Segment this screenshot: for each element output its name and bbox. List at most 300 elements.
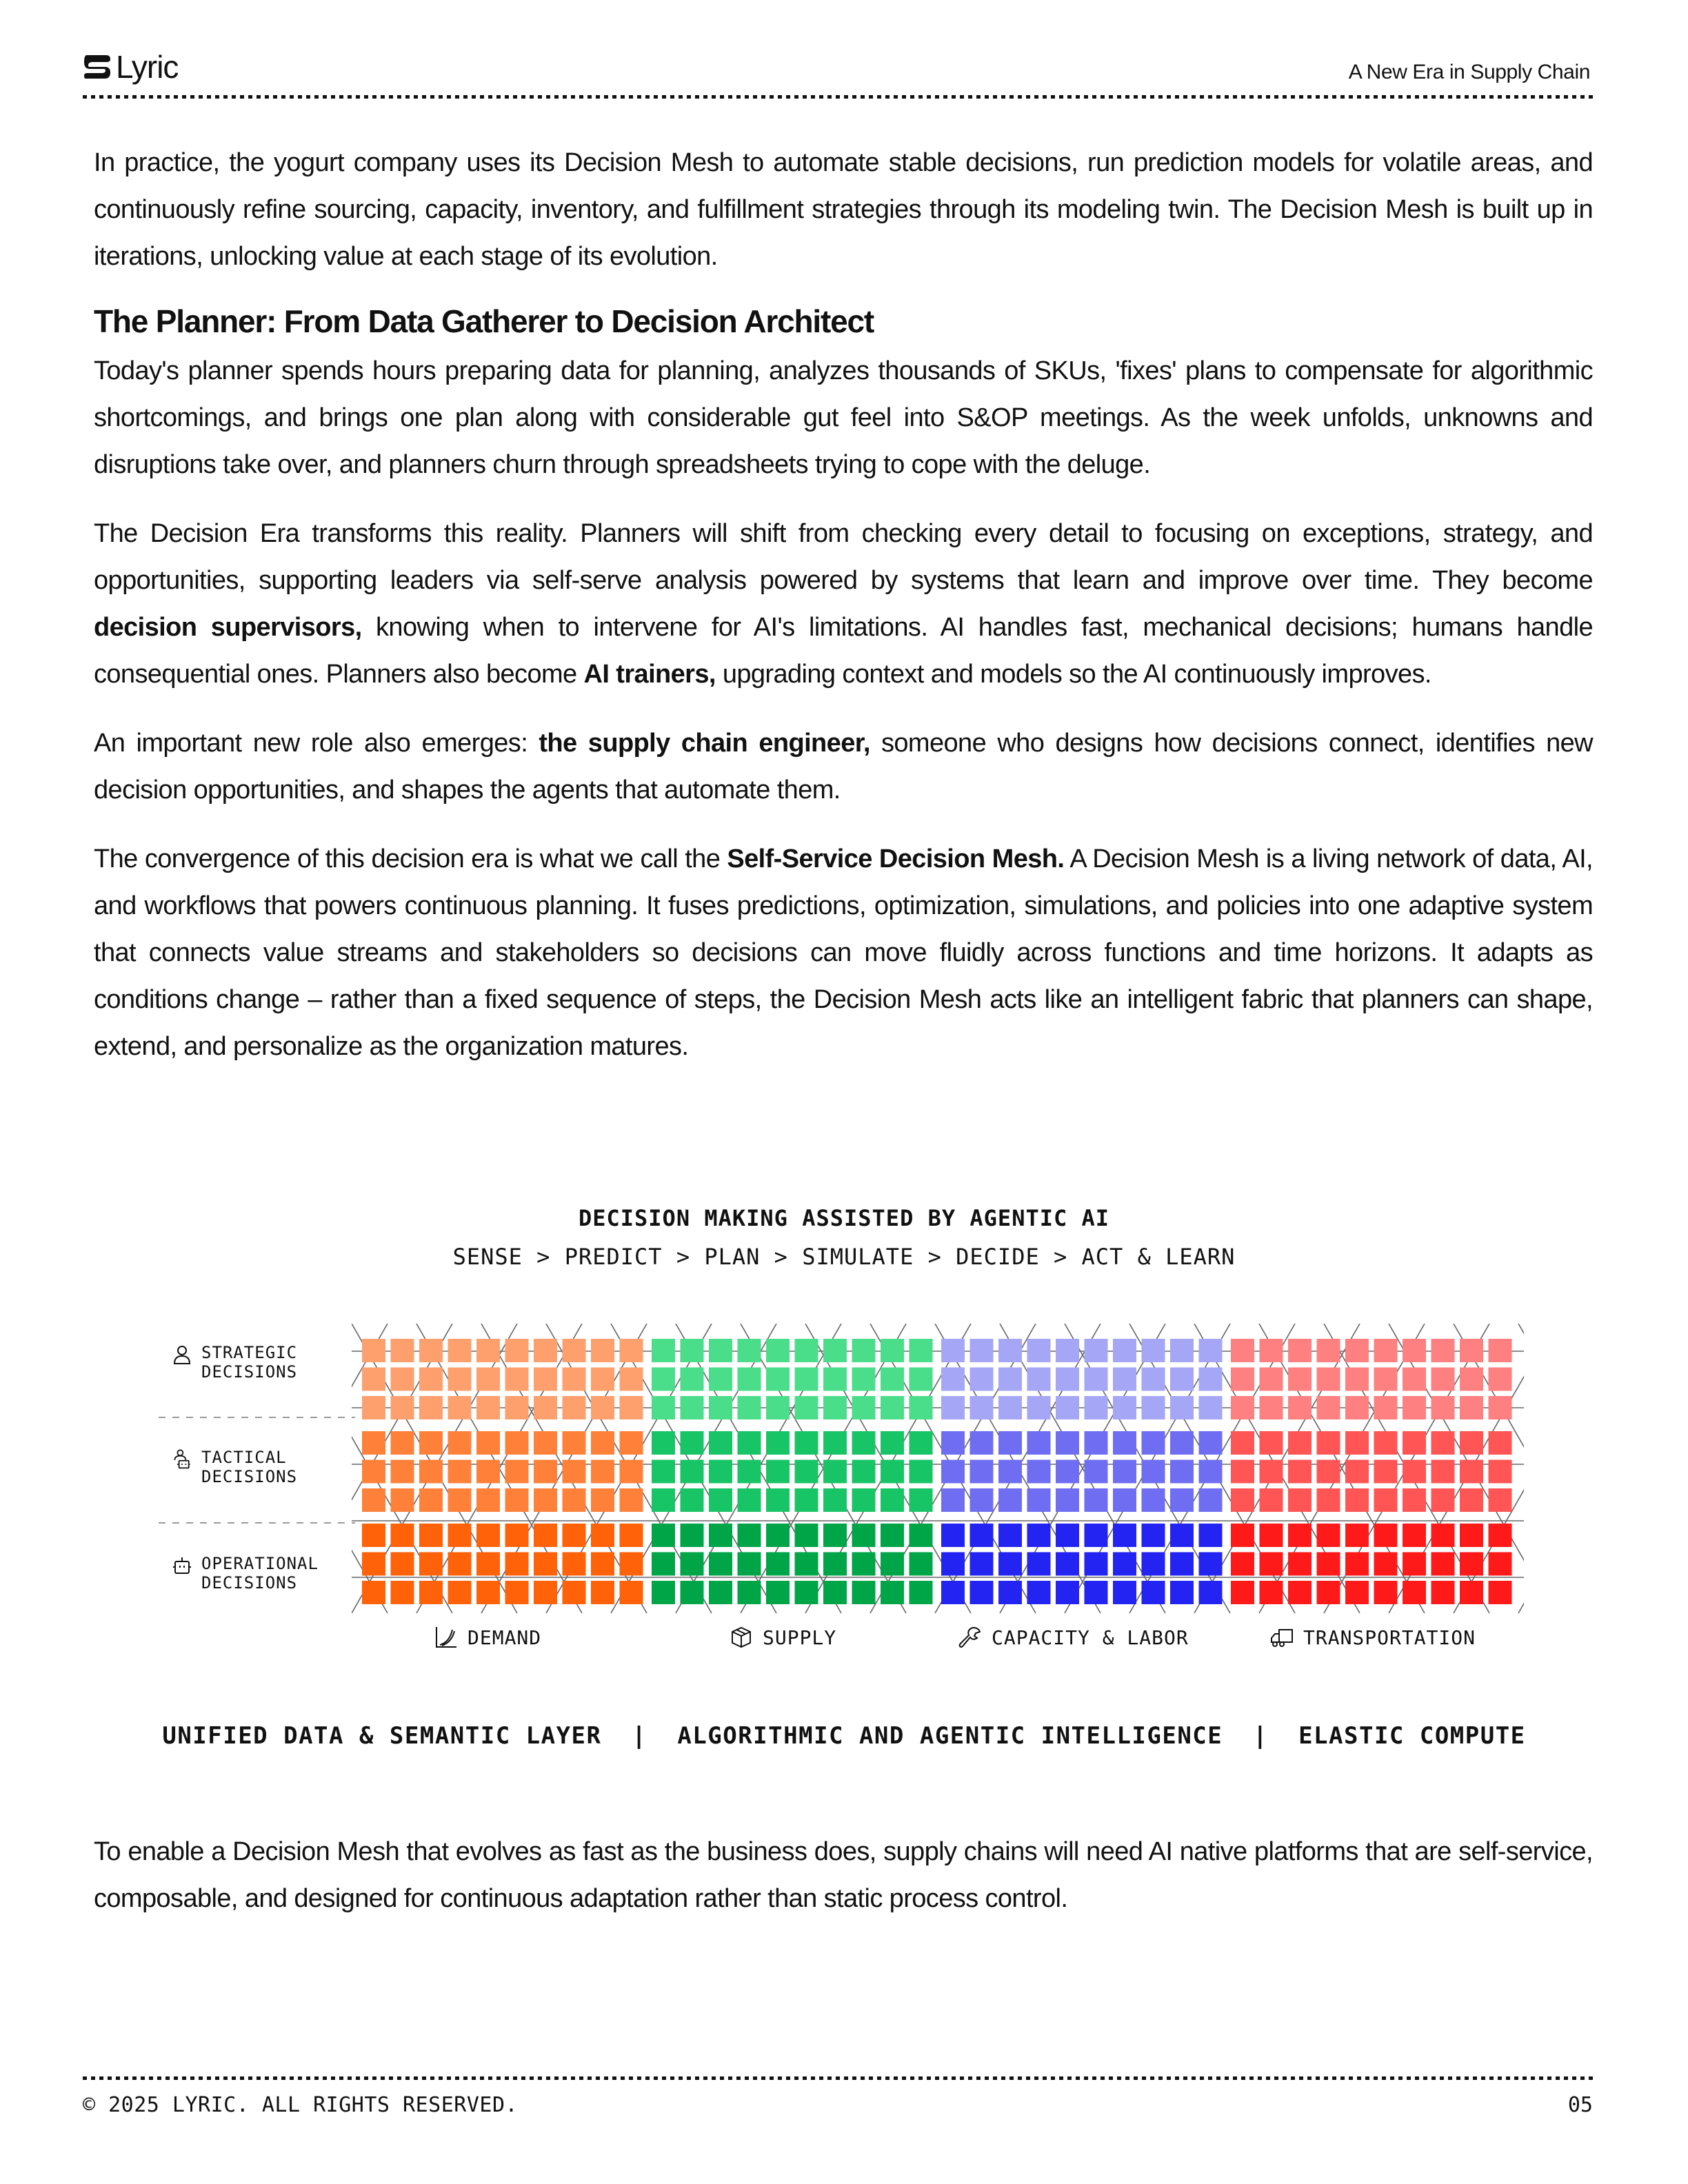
mesh-cell xyxy=(1288,1396,1312,1419)
mesh-cell xyxy=(1403,1396,1426,1419)
mesh-cell xyxy=(391,1524,414,1547)
row-separator xyxy=(159,1522,355,1524)
person-icon xyxy=(172,1344,192,1365)
mesh-cell xyxy=(1056,1339,1079,1362)
mesh-cell xyxy=(1170,1460,1194,1484)
mesh-cell xyxy=(1056,1581,1079,1604)
category-label: DEMAND xyxy=(468,1626,542,1649)
mesh-cell xyxy=(1113,1524,1136,1547)
mesh-cell xyxy=(534,1488,557,1512)
truck-icon xyxy=(1270,1626,1294,1649)
intro-paragraph: In practice, the yogurt company uses its Decision Mesh to automate stable decisions, run prediction models for volatile areas, and continuously refine sourcing, capacity, inventory, and fulfillment strategies through its modeling twin. The Decision Mesh is built up in iterations, unlocking value at each stage of its evolution. xyxy=(94,148,1593,271)
mesh-cell xyxy=(1170,1368,1194,1391)
mesh-cell xyxy=(795,1431,818,1455)
mesh-cell xyxy=(1489,1368,1512,1391)
category-capacity-labor xyxy=(958,1626,1189,1649)
planner-paragraph-2 xyxy=(94,510,1593,698)
mesh-cell xyxy=(1142,1396,1165,1419)
mesh-cell xyxy=(681,1368,704,1391)
mesh-cell xyxy=(1113,1368,1136,1391)
mesh-cell xyxy=(766,1553,790,1576)
mesh-cell xyxy=(1027,1581,1051,1604)
mesh-cell xyxy=(1231,1524,1254,1547)
mesh-cell xyxy=(1374,1431,1398,1455)
mesh-cell xyxy=(738,1524,761,1547)
mesh-cell xyxy=(998,1524,1022,1547)
row-label-line: DECISIONS xyxy=(201,1573,298,1593)
mesh-cell xyxy=(362,1553,385,1576)
mesh-cell xyxy=(1431,1339,1455,1362)
mesh-cell xyxy=(1288,1460,1312,1484)
footer-divider xyxy=(83,2076,1593,2080)
mesh-cell xyxy=(591,1460,614,1484)
mesh-cell xyxy=(652,1488,675,1512)
mesh-cell xyxy=(591,1339,614,1362)
mesh-cell xyxy=(1231,1488,1254,1512)
mesh-cell xyxy=(1317,1460,1340,1484)
mesh-cell xyxy=(1288,1581,1312,1604)
mesh-cell xyxy=(738,1368,761,1391)
planner-paragraph-4 xyxy=(94,836,1593,1070)
mesh-cell xyxy=(766,1339,790,1362)
row-label-tactical xyxy=(172,1448,297,1486)
mesh-cell xyxy=(738,1431,761,1455)
mesh-cell xyxy=(1374,1524,1398,1547)
mesh-cell xyxy=(1403,1524,1426,1547)
row-label-line: TACTICAL xyxy=(201,1448,287,1467)
mesh-cell xyxy=(534,1431,557,1455)
mesh-cell xyxy=(738,1460,761,1484)
mesh-cell xyxy=(419,1524,443,1547)
row-separator xyxy=(159,1417,355,1418)
mesh-cell xyxy=(1142,1460,1165,1484)
mesh-cell xyxy=(505,1431,529,1455)
mesh-cell xyxy=(652,1396,675,1419)
mesh-cell xyxy=(1431,1581,1455,1604)
mesh-cell xyxy=(1056,1488,1079,1512)
mesh-cell xyxy=(1142,1553,1165,1576)
box-icon xyxy=(730,1626,753,1649)
text-span: upgrading context and models so the AI continuously improves. xyxy=(715,660,1431,689)
mesh-cell xyxy=(591,1396,614,1419)
mesh-cell xyxy=(1170,1581,1194,1604)
mesh-cell xyxy=(591,1488,614,1512)
mesh-cell xyxy=(476,1524,500,1547)
mesh-cell xyxy=(681,1553,704,1576)
brand-logo xyxy=(83,51,178,83)
mesh-cell xyxy=(823,1553,847,1576)
lyric-logo-icon xyxy=(83,52,112,81)
mesh-cell xyxy=(1113,1431,1136,1455)
mesh-cell xyxy=(419,1396,443,1419)
mesh-cell xyxy=(391,1368,414,1391)
mesh-cell xyxy=(1231,1339,1254,1362)
mesh-cell xyxy=(1345,1488,1369,1512)
mesh-cell xyxy=(1288,1553,1312,1576)
mesh-cell xyxy=(910,1396,933,1419)
mesh-cell xyxy=(1260,1431,1283,1455)
mesh-cell xyxy=(1199,1368,1223,1391)
mesh-cell xyxy=(1403,1460,1426,1484)
mesh-cell xyxy=(881,1524,904,1547)
mesh-cell xyxy=(476,1488,500,1512)
mesh-cell xyxy=(563,1396,586,1419)
mesh-cell xyxy=(1489,1431,1512,1455)
mesh-cell xyxy=(1142,1488,1165,1512)
mesh-cell xyxy=(448,1460,472,1484)
mesh-cell xyxy=(1170,1524,1194,1547)
mesh-cell xyxy=(505,1368,529,1391)
mesh-cell xyxy=(1027,1460,1051,1484)
mesh-cell xyxy=(881,1581,904,1604)
mesh-cell xyxy=(1085,1339,1108,1362)
category-transportation xyxy=(1270,1626,1476,1649)
mesh-cell xyxy=(391,1553,414,1576)
mesh-cell xyxy=(1199,1581,1223,1604)
mesh-cell xyxy=(1085,1488,1108,1512)
mesh-cell xyxy=(998,1339,1022,1362)
mesh-cell xyxy=(1460,1339,1483,1362)
mesh-cell xyxy=(1317,1368,1340,1391)
row-label-line: DECISIONS xyxy=(201,1362,298,1382)
mesh-cell xyxy=(563,1553,586,1576)
mesh-cell xyxy=(709,1368,732,1391)
mesh-cell xyxy=(1231,1460,1254,1484)
mesh-cell xyxy=(823,1368,847,1391)
mesh-cell xyxy=(1345,1339,1369,1362)
mesh-cell xyxy=(1345,1524,1369,1547)
mesh-cell xyxy=(970,1396,994,1419)
chart-curve-icon xyxy=(434,1626,458,1649)
mesh-cell xyxy=(681,1460,704,1484)
mesh-cell xyxy=(795,1368,818,1391)
mesh-cell xyxy=(362,1431,385,1455)
person-robot-icon xyxy=(172,1449,192,1470)
mesh-cell xyxy=(534,1553,557,1576)
mesh-cell xyxy=(1113,1339,1136,1362)
mesh-cell xyxy=(910,1431,933,1455)
mesh-cell xyxy=(1199,1339,1223,1362)
mesh-cell xyxy=(1056,1431,1079,1455)
mesh-cell xyxy=(910,1524,933,1547)
emphasis-ai-trainers: AI trainers, xyxy=(583,660,716,689)
mesh-cell xyxy=(1199,1396,1223,1419)
mesh-cell xyxy=(591,1431,614,1455)
row-label-line: OPERATIONAL xyxy=(201,1554,319,1573)
mesh-cell xyxy=(1260,1488,1283,1512)
mesh-cell xyxy=(1431,1524,1455,1547)
mesh-cell xyxy=(795,1553,818,1576)
mesh-cell xyxy=(766,1368,790,1391)
mesh-cell xyxy=(1027,1488,1051,1512)
mesh-cell xyxy=(1056,1524,1079,1547)
mesh-cell xyxy=(534,1368,557,1391)
mesh-cell xyxy=(448,1431,472,1455)
mesh-cell xyxy=(1142,1339,1165,1362)
mesh-cell xyxy=(652,1524,675,1547)
mesh-cell xyxy=(998,1396,1022,1419)
robot-icon xyxy=(172,1555,192,1576)
mesh-cell xyxy=(1231,1581,1254,1604)
mesh-cell xyxy=(534,1581,557,1604)
mesh-cell xyxy=(910,1339,933,1362)
mesh-cell xyxy=(1085,1524,1108,1547)
mesh-cell xyxy=(941,1431,965,1455)
mesh-cell xyxy=(1317,1488,1340,1512)
mesh-cell xyxy=(1403,1488,1426,1512)
emphasis-decision-supervisors: decision supervisors, xyxy=(94,613,362,642)
mesh-cell xyxy=(738,1581,761,1604)
mesh-cell xyxy=(620,1368,643,1391)
mesh-cell xyxy=(795,1524,818,1547)
mesh-cell xyxy=(620,1524,643,1547)
mesh-cell xyxy=(823,1460,847,1484)
mesh-cell xyxy=(681,1524,704,1547)
mesh-cell xyxy=(910,1553,933,1576)
mesh-cell xyxy=(998,1581,1022,1604)
mesh-cell xyxy=(1317,1339,1340,1362)
mesh-cell xyxy=(391,1488,414,1512)
mesh-cell xyxy=(1260,1339,1283,1362)
mesh-cell xyxy=(1489,1524,1512,1547)
mesh-cell xyxy=(1288,1339,1312,1362)
mesh-cell xyxy=(476,1339,500,1362)
diagram-title: DECISION MAKING ASSISTED BY AGENTIC AI xyxy=(578,1205,1110,1231)
mesh-cell xyxy=(1374,1581,1398,1604)
mesh-cell xyxy=(795,1581,818,1604)
mesh-cell xyxy=(998,1431,1022,1455)
mesh-cell xyxy=(1374,1460,1398,1484)
mesh-cell xyxy=(681,1488,704,1512)
mesh-cell xyxy=(1056,1368,1079,1391)
mesh-cell xyxy=(1027,1339,1051,1362)
mesh-cell xyxy=(1431,1396,1455,1419)
row-label-line: STRATEGIC xyxy=(201,1343,298,1362)
mesh-cell xyxy=(1170,1488,1194,1512)
mesh-cell xyxy=(852,1553,876,1576)
mesh-cell xyxy=(448,1396,472,1419)
copyright-text: © 2025 LYRIC. ALL RIGHTS RESERVED. xyxy=(83,2093,519,2117)
mesh-cell xyxy=(881,1339,904,1362)
mesh-cell xyxy=(941,1368,965,1391)
mesh-cell xyxy=(738,1339,761,1362)
mesh-cell xyxy=(1431,1553,1455,1576)
mesh-cell xyxy=(1056,1460,1079,1484)
mesh-cell xyxy=(1142,1524,1165,1547)
mesh-cell xyxy=(419,1460,443,1484)
mesh-cell xyxy=(652,1339,675,1362)
mesh-cell xyxy=(391,1396,414,1419)
mesh-cell xyxy=(1142,1431,1165,1455)
mesh-cell xyxy=(823,1524,847,1547)
mesh-cell xyxy=(910,1368,933,1391)
mesh-cell xyxy=(881,1396,904,1419)
diagram-subtitle: SENSE > PREDICT > PLAN > SIMULATE > DECIDE > ACT & LEARN xyxy=(452,1244,1236,1270)
mesh-cell xyxy=(1260,1368,1283,1391)
mesh-cell xyxy=(1288,1431,1312,1455)
mesh-cell xyxy=(591,1368,614,1391)
mesh-cell xyxy=(1113,1581,1136,1604)
mesh-cell xyxy=(941,1488,965,1512)
brand-name: Lyric xyxy=(116,49,179,85)
mesh-cell xyxy=(563,1524,586,1547)
mesh-cell xyxy=(1288,1524,1312,1547)
mesh-cell xyxy=(910,1488,933,1512)
mesh-cell xyxy=(1460,1431,1483,1455)
mesh-cell xyxy=(563,1368,586,1391)
mesh-cell xyxy=(1260,1396,1283,1419)
mesh-cell xyxy=(652,1431,675,1455)
mesh-cell xyxy=(998,1368,1022,1391)
mesh-cell xyxy=(419,1339,443,1362)
mesh-cell xyxy=(591,1553,614,1576)
closing-content xyxy=(94,1828,1593,1944)
mesh-cell xyxy=(1489,1581,1512,1604)
row-label-strategic xyxy=(172,1343,297,1382)
mesh-cell xyxy=(1403,1553,1426,1576)
mesh-cell xyxy=(1345,1431,1369,1455)
mesh-cell xyxy=(1170,1339,1194,1362)
mesh-cell xyxy=(1374,1339,1398,1362)
mesh-cell xyxy=(709,1460,732,1484)
mesh-cell xyxy=(881,1488,904,1512)
mesh-cell xyxy=(1374,1488,1398,1512)
mesh-cell xyxy=(910,1581,933,1604)
mesh-cell xyxy=(1113,1396,1136,1419)
mesh-cell xyxy=(620,1488,643,1512)
mesh-cell xyxy=(419,1553,443,1576)
mesh-cell xyxy=(1085,1368,1108,1391)
mesh-cell xyxy=(766,1460,790,1484)
mesh-cell xyxy=(1288,1488,1312,1512)
mesh-cell xyxy=(476,1368,500,1391)
mesh-cell xyxy=(1403,1339,1426,1362)
mesh-cell xyxy=(476,1431,500,1455)
mesh-cell xyxy=(591,1581,614,1604)
text-span: The Decision Era transforms this reality. Planners will shift from checking every detail to focusing on exceptions, strategy, and opportunities, supporting leaders via self-serve analysis powered by systems that learn and improve over time. They become xyxy=(94,519,1593,595)
mesh-cell xyxy=(738,1488,761,1512)
mesh-cell xyxy=(852,1524,876,1547)
mesh-cell xyxy=(1170,1553,1194,1576)
mesh-cell xyxy=(709,1524,732,1547)
mesh-cell xyxy=(881,1431,904,1455)
mesh-cell xyxy=(709,1581,732,1604)
mesh-cell xyxy=(1345,1460,1369,1484)
mesh-cell xyxy=(505,1524,529,1547)
mesh-cell xyxy=(448,1524,472,1547)
mesh-cell xyxy=(852,1339,876,1362)
mesh-cell xyxy=(1056,1396,1079,1419)
closing-paragraph: To enable a Decision Mesh that evolves as fast as the business does, supply chains will need AI native platforms that are self-service, composable, and designed for continuous adaptation rather than static process control. xyxy=(94,1837,1593,1913)
mesh-cell xyxy=(1460,1396,1483,1419)
page-number: 05 xyxy=(1567,2093,1593,2117)
mesh-cell xyxy=(534,1460,557,1484)
mesh-cell xyxy=(1260,1553,1283,1576)
mesh-cell xyxy=(852,1396,876,1419)
text-span: knowing when to intervene for AI's limitations. AI handles fast, mechanical decisions; humans handle consequential ones. Planners also become xyxy=(94,613,1593,689)
mesh-cell xyxy=(391,1460,414,1484)
mesh-cell xyxy=(419,1581,443,1604)
planner-paragraph-1: Today's planner spends hours preparing data for planning, analyzes thousands of SKUs, 'fixes' plans to compensate for algorithmic shortcomings, and brings one plan along with considerable gut feel into S&OP meetings. As the week unfolds, unknowns and disruptions take over, and planners churn through spreadsheets trying to cope with the deluge. xyxy=(94,356,1593,479)
mesh-cell xyxy=(970,1460,994,1484)
mesh-cell xyxy=(563,1460,586,1484)
mesh-cell xyxy=(1260,1581,1283,1604)
mesh-cell xyxy=(910,1460,933,1484)
mesh-cell xyxy=(998,1460,1022,1484)
document-title: A New Era in Supply Chain xyxy=(1348,61,1590,83)
mesh-cell xyxy=(620,1431,643,1455)
mesh-cell xyxy=(1142,1581,1165,1604)
mesh-cell xyxy=(998,1553,1022,1576)
mesh-cell xyxy=(1489,1339,1512,1362)
mesh-cell xyxy=(505,1396,529,1419)
platform-layers: UNIFIED DATA & SEMANTIC LAYER | ALGORITHMIC AND AGENTIC INTELLIGENCE | ELASTIC COMPUTE xyxy=(162,1722,1526,1750)
mesh-cell xyxy=(1403,1581,1426,1604)
mesh-cell xyxy=(391,1339,414,1362)
mesh-cell xyxy=(1027,1368,1051,1391)
mesh-cell xyxy=(823,1488,847,1512)
mesh-cell xyxy=(1460,1460,1483,1484)
mesh-cell xyxy=(652,1581,675,1604)
mesh-cell xyxy=(620,1460,643,1484)
mesh-cell xyxy=(738,1553,761,1576)
mesh-cell xyxy=(391,1431,414,1455)
mesh-cell xyxy=(563,1431,586,1455)
mesh-cell xyxy=(505,1460,529,1484)
mesh-cell xyxy=(563,1488,586,1512)
mesh-cell xyxy=(534,1396,557,1419)
mesh-cell xyxy=(681,1396,704,1419)
mesh-cell xyxy=(1374,1553,1398,1576)
mesh-cell xyxy=(448,1339,472,1362)
mesh-cell xyxy=(1056,1553,1079,1576)
mesh-cell xyxy=(1260,1524,1283,1547)
mesh-cell xyxy=(1460,1368,1483,1391)
mesh-cell xyxy=(852,1581,876,1604)
mesh-cell xyxy=(563,1581,586,1604)
mesh-cell xyxy=(941,1339,965,1362)
mesh-cell xyxy=(709,1431,732,1455)
mesh-cell xyxy=(362,1581,385,1604)
mesh-cell xyxy=(534,1524,557,1547)
mesh-cell xyxy=(1374,1368,1398,1391)
mesh-cell xyxy=(476,1460,500,1484)
mesh-cell xyxy=(795,1339,818,1362)
mesh-cell xyxy=(941,1581,965,1604)
mesh-cell xyxy=(1403,1431,1426,1455)
mesh-cell xyxy=(709,1339,732,1362)
row-label-line: DECISIONS xyxy=(201,1467,298,1486)
mesh-cell xyxy=(881,1460,904,1484)
mesh-cell xyxy=(970,1581,994,1604)
category-label: SUPPLY xyxy=(763,1626,837,1649)
mesh-cell xyxy=(1317,1524,1340,1547)
mesh-cell xyxy=(419,1488,443,1512)
mesh-cell xyxy=(766,1581,790,1604)
mesh-cell xyxy=(505,1553,529,1576)
mesh-cell xyxy=(766,1488,790,1512)
mesh-cell xyxy=(1113,1488,1136,1512)
mesh-cell xyxy=(941,1396,965,1419)
page-header xyxy=(83,48,1593,98)
main-content xyxy=(94,139,1593,1092)
section-heading: The Planner: From Data Gatherer to Decision Architect xyxy=(94,303,874,339)
mesh-cell xyxy=(620,1581,643,1604)
decision-mesh-diagram xyxy=(0,1200,1688,1765)
mesh-cell xyxy=(1199,1488,1223,1512)
text-span: An important new role also emerges: xyxy=(94,729,539,758)
mesh-cell xyxy=(1085,1460,1108,1484)
